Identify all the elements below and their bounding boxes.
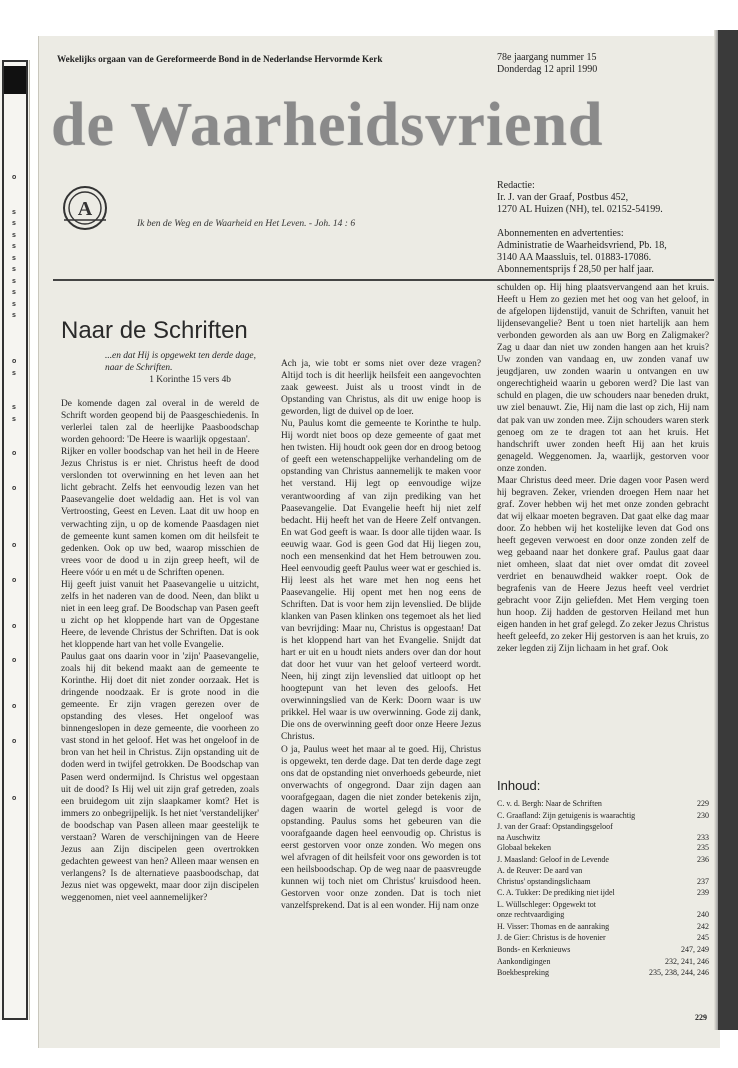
editorial-line: 1270 AL Huizen (NH), tel. 02152-54199. bbox=[497, 204, 663, 215]
paragraph: Nu, Paulus komt die gemeente te Korinthe te hulp. Hij wordt niet boos op deze gemeente of gaat met hen twisten. Hij houdt ook geen dor en droog betoog of geeft een wetenschappelijke verhandeling om de opstanding van Christus aannemelijk te maken voor het verstand. Hij legt op eenvoudige wijze verantwoording af van zijn prediking van het Paasevangelie. Dat Evangelie heeft hij niet zelf bedacht. Hij heeft het van de Heere Zelf ontvangen. En wat God geeft is waar. Is door alle tijden waar. Is eeuwig waar. God is geen God dat Hij liegen zou, noch een mensenkind dat het Hem betrouwen zou. Heel eenvoudig geeft Paulus weer wat er geschied is. Hij leest als het ware met hen nog eens het Paasevangelie. Hij opent met hen nog eens de Schriften. Dat is voor hem zijn levenslied. De blijde klanken van Pasen klinken ons tegemoet als het lied van bevrijding: Maar nu, Christus is opgestaan! Dat is het kloppend hart van het Evangelie. Snijdt dat hart er uit en u houdt niets anders over dan dor hout dat door het vuur van het geloof verteerd wordt. Neen, hij zingt zijn levenslied dat uitloopt op het hoogtepunt van het leven des geloofs. Het overwinningslied van de Kerk: Doorn waar is uw prikkel. Hel waar is uw overwinning. Gode zij dank, Die ons de overwinning geeft door onze Heere Jezus Christus. bbox=[281, 419, 481, 743]
page-number: 229 bbox=[695, 1013, 707, 1022]
contents-title: Inhoud: bbox=[497, 778, 541, 793]
contents-item bbox=[497, 799, 709, 809]
contents-item bbox=[497, 900, 709, 921]
left-black-block bbox=[4, 66, 26, 94]
paragraph: Rijker en voller boodschap van het heil in de Heere Jezus Christus is er niet. Christus heeft de dood verslonden tot overwinning en het leven aan het licht gebracht. Zelfs het eenvoudig lezen van het Paasevangelie doet weldadig aan. Het is vol van Vertroosting, Geest en Leven. Laat dit uw hoop en verwachting zijn, u op de komende Paasdagen niet de gemeente kunt samen komen om dit heilsfeit te gedenken. Ook op uw bed, waarop misschien de vrees voor de dood u in zijn greep heeft, wil de Heere vóór u en mét u de Schriften openen. bbox=[61, 447, 259, 578]
masthead-title: de Waarheidsvriend bbox=[51, 91, 604, 159]
editorial-info bbox=[497, 180, 667, 276]
contents-item bbox=[497, 933, 709, 943]
contents-item bbox=[497, 957, 709, 967]
contents-item-page: 247, 249 bbox=[681, 944, 709, 954]
contents-item-title: C. A. Tukker: De prediking niet ijdel bbox=[497, 888, 615, 898]
contents-item-page: 245 bbox=[697, 933, 709, 943]
article-column-3 bbox=[497, 282, 709, 655]
editorial-line: Abonnementsprijs f 28,50 per half jaar. bbox=[497, 264, 654, 275]
motto: Ik ben de Weg en de Waarheid en Het Leven. - Joh. 14 : 6 bbox=[137, 219, 356, 229]
contents-item-page: 233 235 bbox=[697, 832, 709, 852]
contents-item-title: L. Wüllschleger: Opgewekt tot onze rechtvaardiging bbox=[497, 899, 596, 920]
left-margin-marks: o s s s s s s s s s s o s s s o o o o o o o o o bbox=[12, 174, 17, 802]
contents-item bbox=[497, 888, 709, 898]
contents-item-page: 230 bbox=[697, 810, 709, 820]
contents-item-page: 232, 241, 246 bbox=[665, 956, 709, 966]
newspaper-page bbox=[38, 36, 720, 1048]
contents-item-page: 242 bbox=[697, 921, 709, 931]
contents-item bbox=[497, 945, 709, 955]
article-column-1 bbox=[61, 289, 259, 904]
contents-item-page: 235, 238, 244, 246 bbox=[649, 968, 709, 978]
contents-item-title: C. v. d. Bergh: Naar de Schriften bbox=[497, 799, 602, 808]
paragraph: Hij geeft juist vanuit het Paasevangelie u uitzicht, zelfs in het naderen van de dood. Neen, dan blikt u niet in een leeg graf. De Boodschap van Pasen geeft u zicht op het kloppende hart van de Opgestane Heere, de levende Christus der Schriften. Dat is ook het kloppende hart van het volle Evangelie. bbox=[61, 579, 259, 650]
issue-number: 78e jaargang nummer 15 bbox=[497, 52, 597, 63]
contents-item-page: 240 bbox=[697, 910, 709, 920]
contents-item-title: J. de Gier: Christus is de hovenier bbox=[497, 933, 606, 943]
contents-list bbox=[497, 799, 709, 979]
contents-item-title: J. van der Graaf: Opstandingsgeloof na Auschwitz Globaal bekeken bbox=[497, 822, 613, 852]
paragraph: Maar Christus deed meer. Drie dagen voor Pasen werd hij begraven. Zeker, vrienden droegen Hem naar het graf. Zover hebben wij het met onze zonden gebracht dat wij elkaar moeten begraven. Dat gaat elke dag maar door. Zo hebben wij het kostelijke leven dat God ons heeft gegeven verwoest en door onze zonden zelf de weg gebaand naar het donkere graf. Paulus gaat daar niet omheen, slaat dat niet over omdat dit zoveel verdriet en benauwdheid wakker roept. Ook de begrafenis van de Heere Jezus heeft veel verdriet gebracht voor Zijn geliefden. Met Hem verging toen hun hoop. Zij hadden de gestorven Heiland met hun eigen handen in het graf gelegd. Zo zeker Jezus Christus heeft geleefd, zo zeker Hij gestorven is aan het kruis, zo zeker legden zij Zijn lichaam in het graf. Ook bbox=[497, 475, 709, 655]
article-quote: ...en dat Hij is opgewekt ten derde dage, naar de Schriften. bbox=[105, 351, 256, 373]
editorial-line: Administratie de Waarheidsvriend, Pb. 18, bbox=[497, 240, 667, 251]
right-page-edge bbox=[718, 30, 738, 1030]
issue-info bbox=[497, 52, 597, 76]
article-column-2 bbox=[281, 358, 481, 912]
contents-item-title: C. Graafland: Zijn getuigenis is waarachtig bbox=[497, 810, 636, 820]
contents-item bbox=[497, 822, 709, 853]
table-of-contents bbox=[497, 778, 709, 980]
contents-item bbox=[497, 855, 709, 865]
paragraph: Paulus gaat ons daarin voor in 'zijn' Paasevangelie, zoals hij dit bekend maakt aan de gemeente te Korinthe. Hij doet dit niet zonder oorzaak. Het is dringende noodzaak. Er is grote nood in die gemeente. Er zijn vragen gerezen over de opstanding des vleses. Het ongeloof was binnengeslopen in deze gemeente, die voorheen zo vast stond in het geloof. Het was het ongeloof in de bron van het heil in Christus. Zijn opstanding uit de doden werd in twijfel getrokken. De Boodschap van Pasen werd ondermijnd. Is Christus wel opgestaan uit de dood? Is Hij wel uit zijn graf getreden, zoals een bruidegom uit zijn slaapkamer komt? Het is immers zo onbegrijpelijk. Is het niet 'verstandelijker' de boodschap van Pasen alleen maar geestelijk te verstaan? Waren de verschijningen van de Heere Jezus aan Zijn discipelen geen overtrokken gedachten geweest van hen? Alleen maar wensen en verlangens? Is de alternatieve paasboodschap, dat Jezus niet was opgewekt, maar door zijn discipelen weggenomen, niet veel aannemelijker? bbox=[61, 652, 259, 903]
editorial-line: 3140 AA Maassluis, tel. 01883-17086. bbox=[497, 252, 652, 263]
paragraph: De komende dagen zal overal in de wereld de Schrift worden geopend bij de Paasgeschiedenis. In verlerlei talen zal de heerlijke Paasboodschap worden gehoord: 'De Heere is waarlijk opgestaan'. bbox=[61, 399, 259, 446]
editorial-line: Redactie: bbox=[497, 180, 535, 191]
editorial-line: Ir. J. van der Graaf, Postbus 452, bbox=[497, 192, 629, 203]
contents-item-title: H. Visser: Thomas en de aanraking bbox=[497, 921, 610, 931]
contents-item-page: 229 bbox=[697, 799, 709, 808]
left-adjacent-page bbox=[2, 60, 28, 1020]
logo-letter: A bbox=[77, 198, 93, 220]
header-tagline: Wekelijks orgaan van de Gereformeerde Bond in de Nederlandse Hervormde Kerk bbox=[57, 54, 383, 64]
bond-logo-icon bbox=[61, 184, 109, 232]
contents-item-title: J. Maasland: Geloof in de Levende bbox=[497, 854, 609, 864]
contents-item-page: 237 bbox=[697, 876, 709, 886]
contents-item bbox=[497, 811, 709, 821]
contents-item-title: Boekbespreking bbox=[497, 968, 549, 978]
issue-date: Donderdag 12 april 1990 bbox=[497, 64, 598, 75]
contents-item-page: 239 bbox=[697, 888, 709, 898]
editorial-line bbox=[497, 216, 667, 228]
paragraph: O ja, Paulus weet het maar al te goed. Hij, Christus is opgewekt, ten derde dage. Dat ten derde dage zegt ons dat de opstanding niet onverhoeds gebeurde, niet onverwachts of ongegrond. Daar zijn dagen aan voorafgegaan, dagen die niet zonder betekenis zijn, dagen waarin de wortel gelegd is voor de opstanding. Paulus soms het gebeuren van die voorafgaande dagen heel eenvoudig op. Christus is eerst gestorven voor onze zonden. Wo megen ons wel afvragen of dit heilsfeit voor ons geworden is tot een heilsboodschap. Op de weg naar de paasvreugde kunnen wij toch niet om Christus' kruisdood heen. Gestorven voor onze zonden. Dat is toch niet vanzelfsprekend. Dat is al een wonder. Hij nam onze bbox=[281, 744, 481, 912]
contents-item-title: A. de Reuver: De aard van Christus' opstandingslichaam bbox=[497, 866, 591, 886]
article-title: Naar de Schriften bbox=[61, 317, 248, 344]
article-reference: 1 Korinthe 15 vers 4b bbox=[149, 375, 231, 385]
contents-item bbox=[497, 866, 709, 887]
paragraph: Ach ja, wie tobt er soms niet over deze vragen? Altijd toch is dit heerlijk heilsfeit een aangevochten zaak geweest. Juist als u troost vindt in de Opstanding van Christus, als dit uw enige hoop is geworden, ligt de duivel op de loer. bbox=[281, 359, 481, 418]
paragraph: schulden op. Hij hing plaatsvervangend aan het kruis. Heeft u Hem zo gezien met het oog van het geloof, in de afgelopen lijdenstijd, vanuit de Schriften, vanuit het lijdensevangelie? Bent u toen niet hartelijk aan hem verbonden geworden als aan uw Borg en Zaligmaker? Zag u daar dan niet uw zonden hangen aan het kruis? Uw zonden van vandaag en, uw zonden vanaf uw jeugdjaren, uw zonden waarin u ontvangen en uw ongerechtigheid waarin u geboren werd? Die last van schuld en plagen, die uw schouders naar beneden drukt, uw ziel benauwt. Zie, Hij nam die last op zich, Hij nam dat pak van uw zonden mee. Zijn schouders waren sterk genoeg om ze te dragen tot aan het kruis. Het handschrift uwer zonden heeft Hij aan het kruis genageld. Weggenomen. Ja, waarlijk, gestorven voor onze zonden. bbox=[497, 283, 709, 474]
contents-item-title: Aankondigingen bbox=[497, 956, 551, 966]
contents-item-title: Bonds- en Kerknieuws bbox=[497, 944, 571, 954]
header-rule bbox=[53, 279, 717, 281]
editorial-line: Abonnementen en advertenties: bbox=[497, 228, 624, 239]
contents-item bbox=[497, 922, 709, 932]
contents-item bbox=[497, 968, 709, 978]
contents-item-page: 236 bbox=[697, 854, 709, 864]
